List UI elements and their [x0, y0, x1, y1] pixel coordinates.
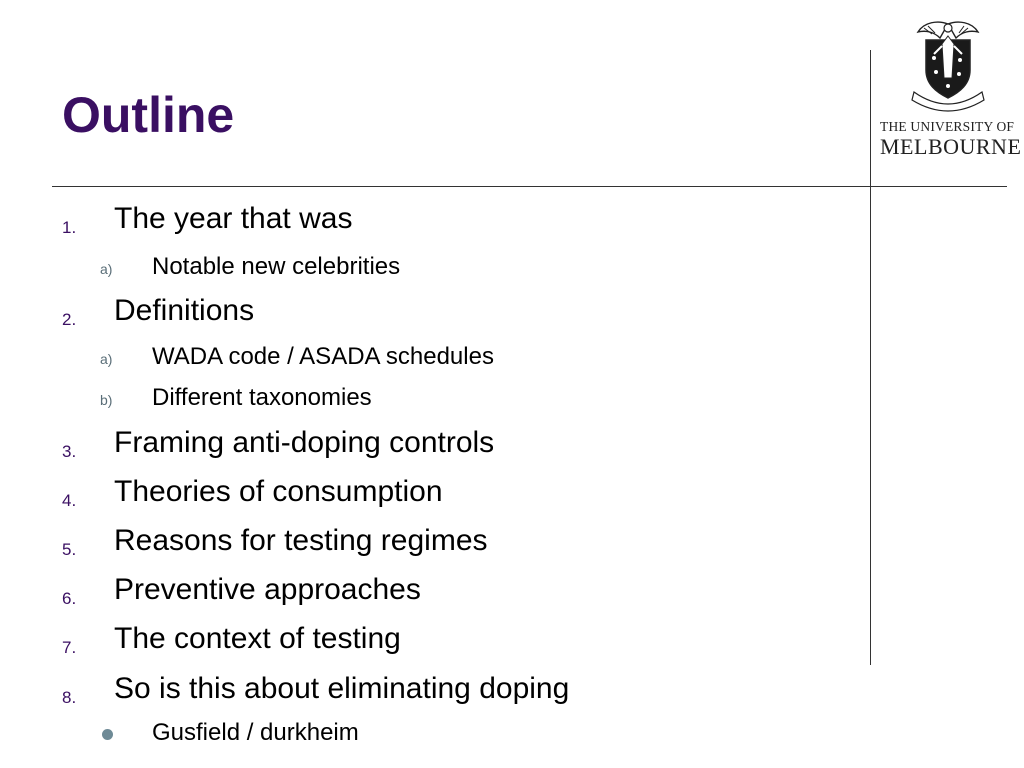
item-number: 8.: [62, 688, 77, 707]
subitem-letter: b): [100, 392, 113, 408]
subitem-text: Different taxonomies: [152, 384, 372, 411]
subitem-text: WADA code / ASADA schedules: [152, 343, 494, 370]
item-number: 5.: [62, 540, 77, 559]
item-text: Theories of consumption: [114, 475, 443, 508]
item-text: Preventive approaches: [114, 573, 421, 606]
vertical-divider: [870, 50, 871, 665]
crest-icon: [904, 18, 992, 114]
item-number: 7.: [62, 638, 77, 657]
item-text: The context of testing: [114, 622, 401, 655]
item-number: 4.: [62, 491, 77, 510]
subitem-letter: a): [100, 351, 113, 367]
horizontal-divider: [52, 186, 1007, 187]
item-number: 1.: [62, 218, 77, 237]
item-text: The year that was: [114, 202, 353, 235]
item-text: So is this about eliminating doping: [114, 672, 570, 705]
bullet-dot-icon: [102, 729, 113, 740]
item-number: 6.: [62, 589, 77, 608]
subitem-letter: a): [100, 261, 113, 277]
subitem-text: Notable new celebrities: [152, 253, 401, 280]
logo-melbourne: MELBOURNE: [880, 134, 1022, 159]
slide-title: Outline: [62, 87, 235, 143]
logo-university-of: THE UNIVERSITY OF: [880, 119, 1015, 134]
item-text: Reasons for testing regimes: [114, 524, 488, 557]
university-logo: [876, 18, 1022, 168]
item-text: Framing anti-doping controls: [114, 426, 495, 459]
item-number: 2.: [62, 310, 77, 329]
subitem-text: Gusfield / durkheim: [152, 719, 359, 746]
item-number: 3.: [62, 442, 77, 461]
item-text: Definitions: [114, 294, 255, 327]
